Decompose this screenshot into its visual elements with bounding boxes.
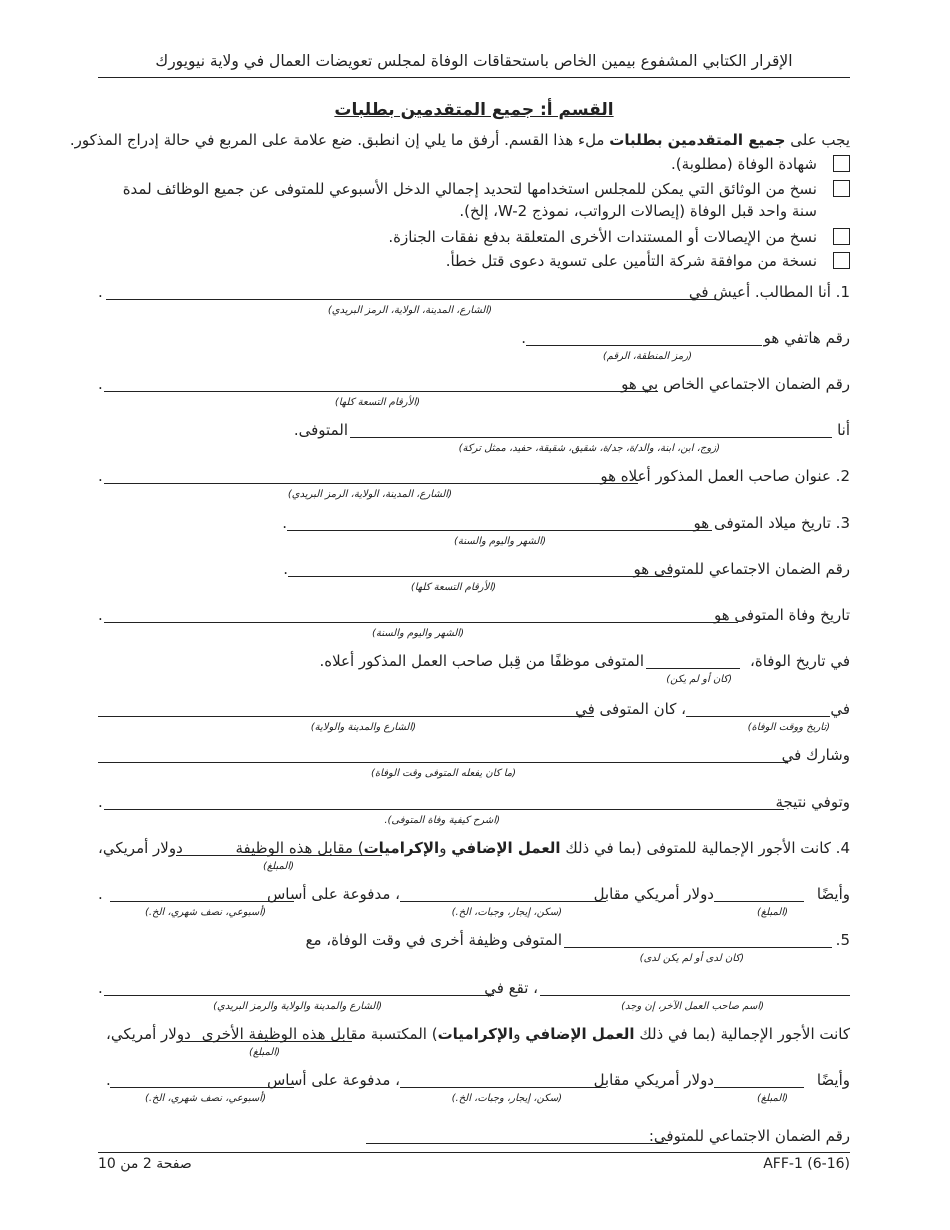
relation-row: أنا المتوفى. (زوج، ابن، ابنة، والد/ة، جد/ة، شقيق، شقيقة، حفيد، ممثل تركة): [293, 421, 850, 454]
died-result-row: وتوفي نتيجة . (اشرح كيفية وفاة المتوفى).: [98, 793, 850, 826]
q5-also-row: وأيضًا دولار أمريكي مقابل ، مدفوعة على أساس . (المبلغ) (سكن، إيجار، وجبات، الخ.) (أسبوعي، نصف شهري، الخ.): [106, 1071, 850, 1104]
engaged-row: وشارك في (ما كان يفعله المتوفى وقت الوفاة): [98, 746, 850, 768]
form-header-title: الإقرار الكتابي المشفوع بيمين الخاص باستحقاقات الوفاة لمجلس تعويضات العمال في ولاية نيويورك: [155, 52, 793, 70]
q5-wages-row: كانت الأجور الإجمالية (بما في ذلك العمل الإضافي والإكراميات) المكتسبة مقابل هذه الوظيفة الأخرى دولار أمريكي، (المبلغ): [106, 1025, 850, 1058]
checkbox-wage-documents[interactable]: [833, 180, 850, 197]
phone-row: رقم هاتفي هو . (رمز المنطقة، الرقم): [521, 329, 850, 362]
q4-also-row: وأيضًا دولار أمريكي مقابل ، مدفوعة على أساس . (المبلغ) (سكن، إيجار، وجبات، الخ.) (أسبوعي، نصف شهري، الخ.): [98, 885, 850, 918]
footer-deceased-ssn-field[interactable]: [366, 1143, 668, 1144]
page-number: صفحة 2 من 10: [98, 1156, 192, 1172]
q3-row: 3. تاريخ ميلاد المتوفى هو . (الشهر واليوم والسنة): [282, 514, 850, 547]
other-employer-name-field[interactable]: [540, 995, 850, 996]
death-date-row: تاريخ وفاة المتوفى هو . (الشهر واليوم والسنة): [98, 606, 850, 639]
death-datetime-field[interactable]: [686, 716, 830, 717]
q4-benefit-type-field[interactable]: [400, 901, 606, 902]
footer-ssn-row: رقم الضمان الاجتماعي للمتوفى:: [98, 1127, 850, 1149]
footer-rule: [98, 1152, 850, 1153]
employed-row: في تاريخ الوفاة، المتوفى موظفًا من قِبل صاحب العمل المذكور أعلاه. (كان أو لم يكن): [319, 652, 850, 685]
q5-wage-amount-field[interactable]: [182, 1041, 352, 1042]
q4-extra-amount-field[interactable]: [714, 901, 804, 902]
q4-pay-basis-field[interactable]: [110, 901, 294, 902]
cause-of-death-field[interactable]: [104, 809, 784, 810]
form-page: [69, 0, 850, 1230]
q5-row: 5. المتوفى وظيفة أخرى في وقت الوفاة، مع (كان لدى أو لم يكن لدى): [305, 931, 850, 964]
at-location-row: في ، كان المتوفى في (تاريخ ووقت الوفاة) (الشارع والمدينة والولاية): [98, 700, 850, 722]
ssn-row: رقم الضمان الاجتماعي الخاص بي هو . (الأرقام التسعة كلها): [98, 375, 850, 408]
employer-address-field[interactable]: [104, 483, 638, 484]
claimant-address-field[interactable]: [106, 299, 718, 300]
other-employer-address-field[interactable]: [104, 995, 494, 996]
header-rule: [98, 77, 850, 78]
form-id: AFF-1 (6-16): [763, 1156, 850, 1172]
checklist-item: شهادة الوفاة (مطلوبة).: [98, 153, 850, 175]
deceased-ssn-row: رقم الضمان الاجتماعي للمتوفى هو . (الأرقام التسعة كلها): [283, 560, 850, 593]
deceased-dob-field[interactable]: [287, 530, 712, 531]
checkbox-funeral-receipts[interactable]: [833, 228, 850, 245]
q5-benefit-type-field[interactable]: [400, 1087, 606, 1088]
checkbox-insurance-consent[interactable]: [833, 252, 850, 269]
checklist-item: نسخ من الوثائق التي يمكن للمجلس استخدامها لتحديد إجمالي الدخل الأسبوعي للمتوفى عن جميع الوظائف لمدة سنة واحد قبل الوفاة (إيصالات الرواتب، نموذج W-2، إلخ).: [98, 178, 850, 222]
deceased-ssn-field[interactable]: [288, 576, 672, 577]
q2-row: 2. عنوان صاحب العمل المذكور أعلاه هو . (الشارع، المدينة، الولاية، الرمز البريدي): [98, 467, 850, 500]
section-title: القسم أ: جميع المتقدمين بطلبات: [334, 100, 614, 120]
checklist-item: نسخة من موافقة شركة التأمين على تسوية دعوى قتل خطأ.: [98, 250, 850, 272]
q1-address-row: 1. أنا المطالب. أعيش في . (الشارع، المدينة، الولاية، الرمز البريدي): [98, 283, 850, 316]
claimant-phone-field[interactable]: [526, 345, 762, 346]
section-intro: يجب على جميع المتقدمين بطلبات ملء هذا القسم. أرفق ما يلي إن انطبق. ضع علامة على المربع في حالة إدراج المذكور.: [69, 131, 850, 149]
located-row: ، تقع في . (اسم صاحب العمل الآخر، إن وجد) (الشارع والمدينة والولاية والرمز البريدي): [98, 979, 850, 1001]
activity-at-death-field[interactable]: [98, 762, 788, 763]
checklist-item: نسخ من الإيصالات أو المستندات الأخرى المتعلقة بدفع نفقات الجنازة.: [98, 226, 850, 248]
claimant-ssn-field[interactable]: [104, 391, 658, 392]
relationship-field[interactable]: [350, 437, 832, 438]
was-employed-field[interactable]: [646, 668, 740, 669]
checkbox-death-certificate[interactable]: [833, 155, 850, 172]
q4-wages-row: 4. كانت الأجور الإجمالية للمتوفى (بما في ذلك العمل الإضافي والإكراميات) مقابل هذه الوظيفة دولار أمريكي، (المبلغ): [98, 839, 850, 872]
q5-pay-basis-field[interactable]: [110, 1087, 294, 1088]
q5-extra-amount-field[interactable]: [714, 1087, 804, 1088]
death-location-field[interactable]: [98, 716, 594, 717]
q5-had-other-job-field[interactable]: [564, 947, 832, 948]
q4-wage-amount-field[interactable]: [176, 855, 382, 856]
death-date-field[interactable]: [104, 622, 738, 623]
